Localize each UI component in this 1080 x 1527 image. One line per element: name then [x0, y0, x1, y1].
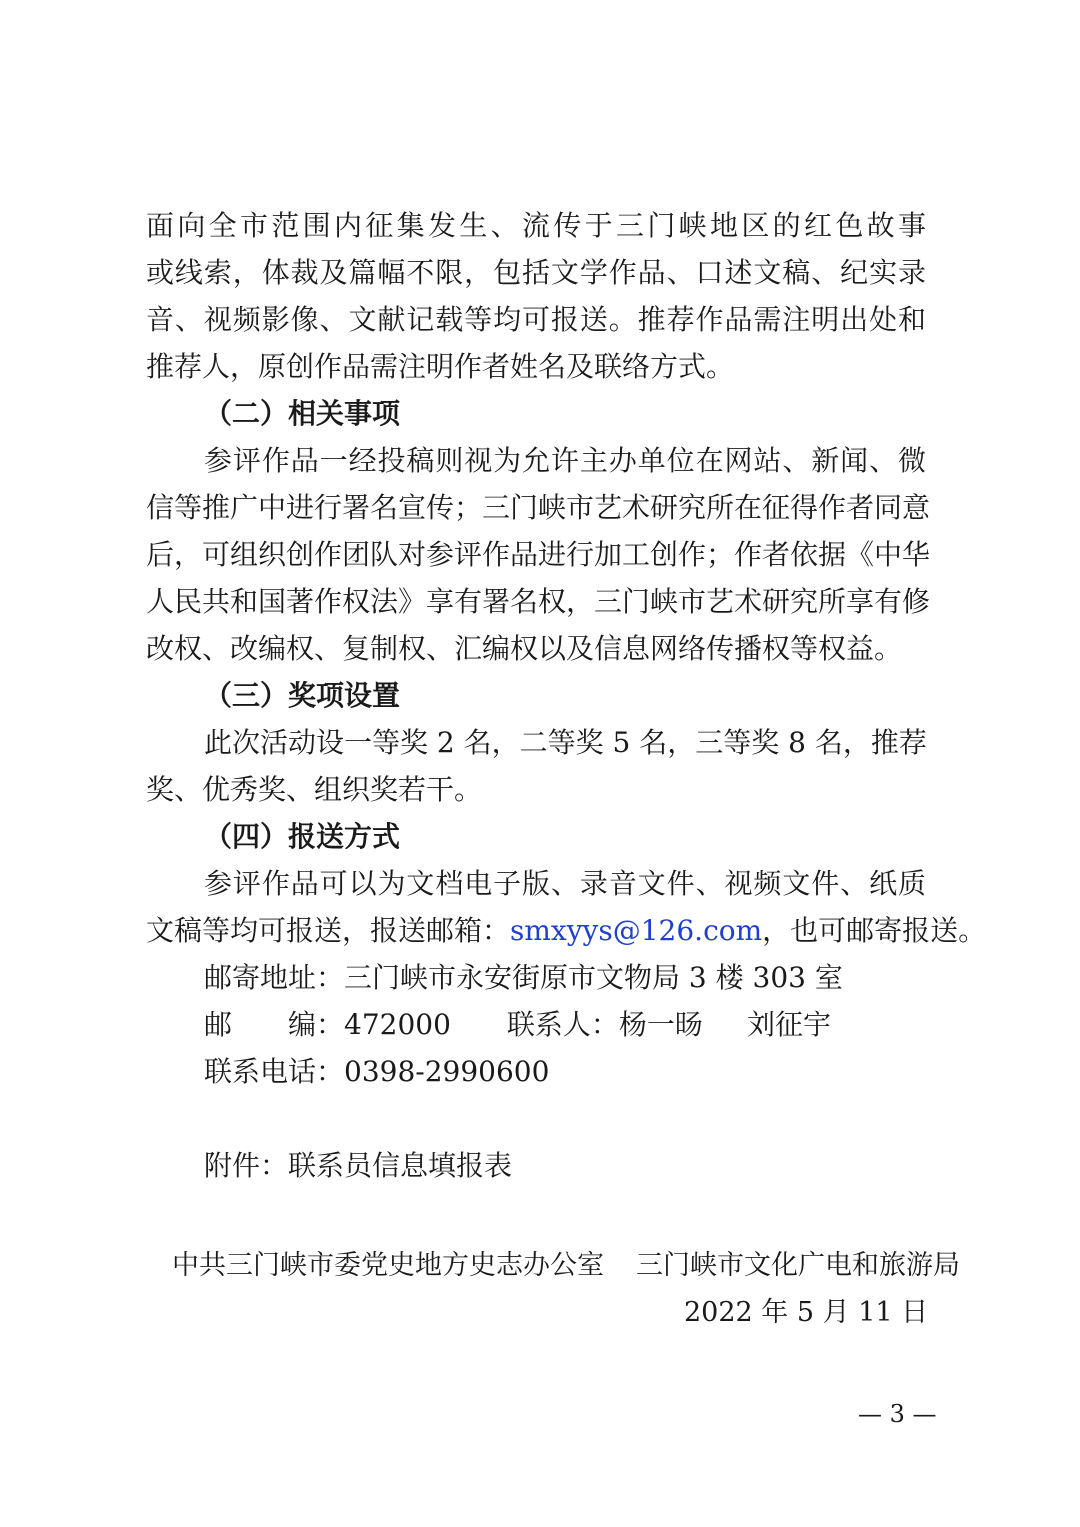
email-prefix: 文稿等均可报送，报送邮箱：	[146, 914, 511, 947]
contact-person-2: 刘征宇	[746, 1008, 831, 1041]
issuer-party-history-office: 中共三门峡市委党史地方史志办公室	[172, 1250, 604, 1281]
page-number: — 3 —	[858, 1400, 937, 1428]
paragraph-line-email	[146, 911, 986, 951]
paragraph-line: 人民共和国著作权法》享有署名权，三门峡市艺术研究所享有修	[146, 585, 931, 618]
issue-date: 2022 年 5 月 11 日	[684, 1297, 929, 1328]
section-heading-related-matters: （二）相关事项	[204, 397, 401, 430]
paragraph-line: 信等推广中进行署名宣传；三门峡市艺术研究所在征得作者同意	[146, 491, 931, 524]
paragraph-line: 参评作品一经投稿则视为允许主办单位在网站、新闻、微	[204, 444, 926, 477]
contact-label: 联系人：	[506, 1008, 619, 1041]
issuer-culture-tourism-bureau: 三门峡市文化广电和旅游局	[636, 1250, 960, 1281]
email-link[interactable]: smxyys@126.com	[510, 914, 763, 947]
postcode-label: 邮 编：	[204, 1008, 345, 1041]
paragraph-line: 参评作品可以为文档电子版、录音文件、视频文件、纸质	[204, 867, 926, 900]
mailing-address: 邮寄地址：三门峡市永安街原市文物局 3 楼 303 室	[204, 961, 843, 994]
postcode-contact-line	[204, 1005, 831, 1045]
paragraph-line: 后，可组织创作团队对参评作品进行加工创作；作者依据《中华	[146, 538, 931, 571]
section-heading-awards: （三）奖项设置	[204, 679, 401, 712]
paragraph-line: 改权、改编权、复制权、汇编权以及信息网络传播权等权益。	[146, 632, 903, 665]
paragraph-line: 此次活动设一等奖 2 名，二等奖 5 名，三等奖 8 名，推荐	[204, 726, 927, 759]
paragraph-line: 推荐人，原创作品需注明作者姓名及联络方式。	[146, 350, 735, 383]
email-suffix: ，也可邮寄报送。	[762, 914, 987, 947]
paragraph-line: 或线索，体裁及篇幅不限，包括文学作品、口述文稿、纪实录	[146, 256, 926, 289]
contact-person-1: 杨一旸	[618, 1008, 703, 1041]
contact-phone: 联系电话：0398-2990600	[204, 1055, 550, 1088]
paragraph-line: 奖、优秀奖、组织奖若干。	[146, 773, 483, 806]
paragraph-line: 音、视频影像、文献记载等均可报送。推荐作品需注明出处和	[146, 303, 926, 336]
postcode-value: 472000	[344, 1008, 451, 1041]
paragraph-line: 面向全市范围内征集发生、流传于三门峡地区的红色故事	[146, 209, 926, 242]
section-heading-submission: （四）报送方式	[204, 820, 401, 853]
attachment-note: 附件：联系员信息填报表	[204, 1149, 513, 1182]
